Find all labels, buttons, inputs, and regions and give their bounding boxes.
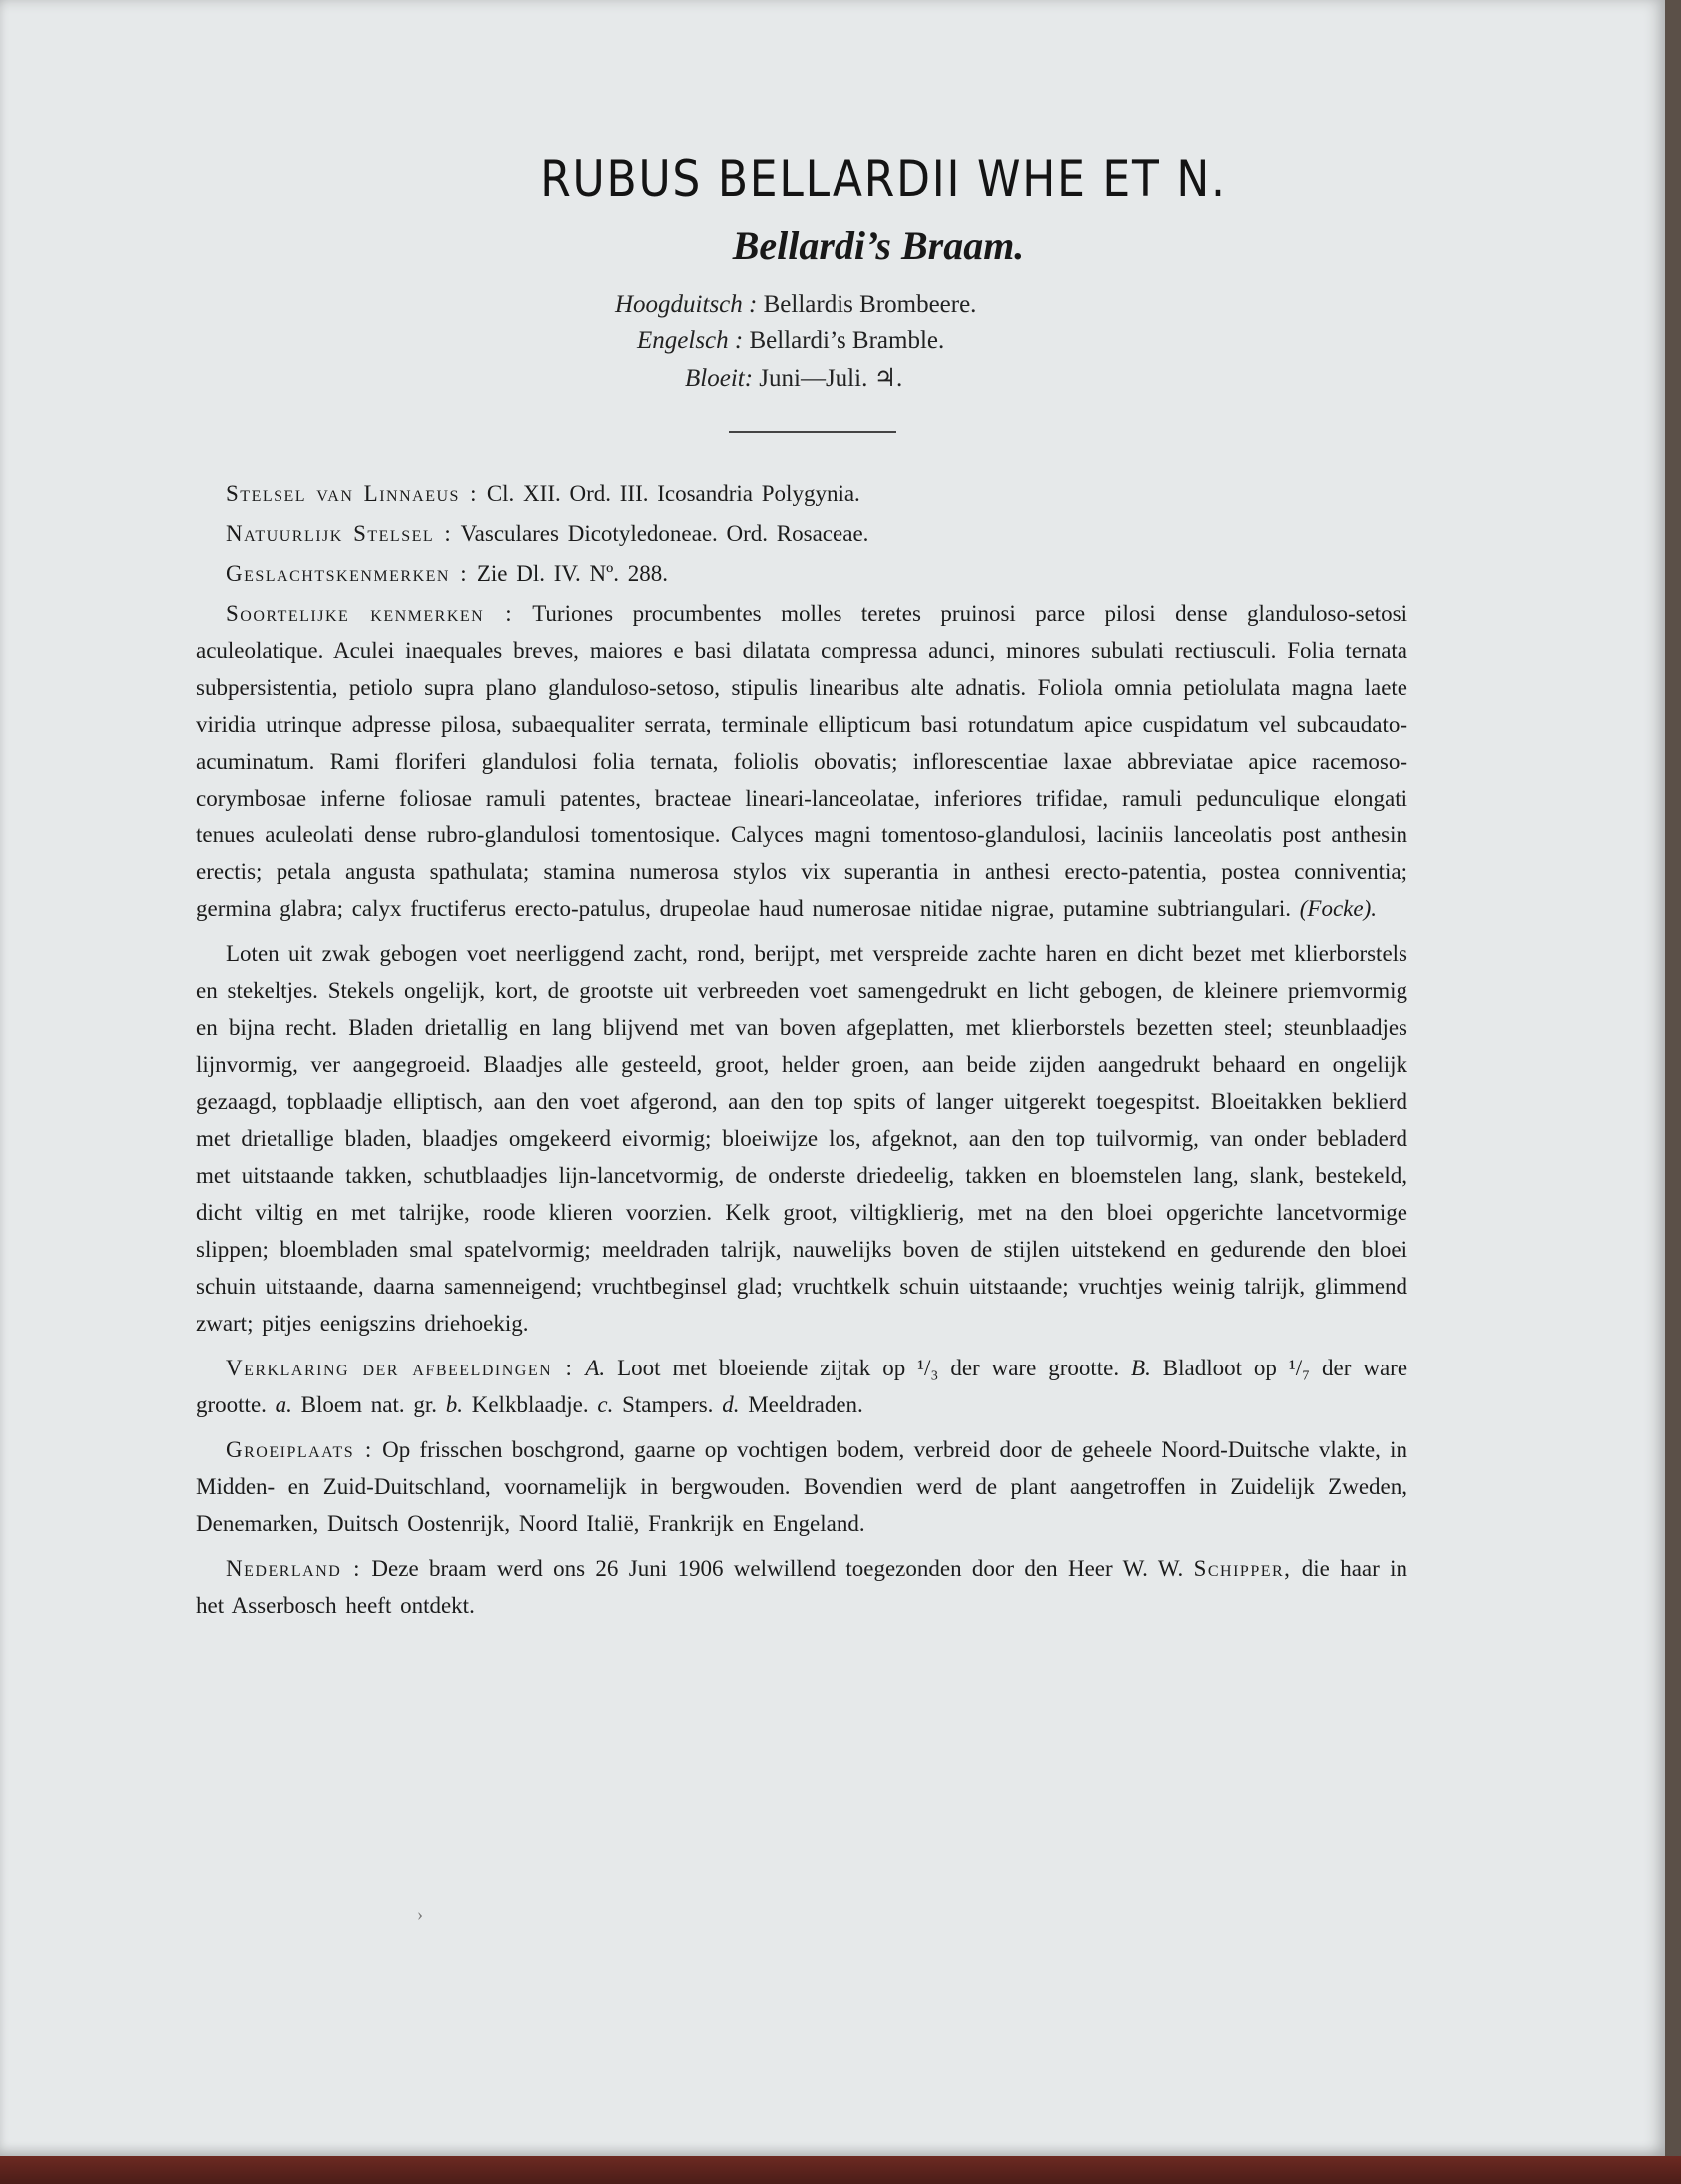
natuurlijk-stelsel-label: Natuurlijk Stelsel : [226,521,453,546]
hoogduitsch-value: Bellardis Brombeere. [763,291,977,318]
engelsch-value: Bellardi’s Bramble. [749,327,945,354]
verklaring-c-small: c. [597,1392,614,1417]
geslachtskenmerken-label: Geslachtskenmerken : [226,561,469,586]
natuurlijk-stelsel-text: Vasculares Dicotyledoneae. Ord. Rosaceae. [460,521,869,546]
engelsch-line [637,327,944,361]
verklaring-b-text: Bladloot op ¹/₇ der ware grootte. [196,1356,1408,1417]
stelsel-linnaeus-text: Cl. XII. Ord. III. Icosandria Polygynia. [486,481,860,506]
stelsel-linnaeus-paragraph [196,475,1407,512]
nederland-text-2: die haar in het Asserbosch heeft ontdekt. [196,1556,1408,1618]
bloeit-value: Juni—Juli. ♃. [759,365,903,392]
verklaring-a-big: A. [585,1356,606,1380]
page-title: RUBUS BELLARDII WHE ET N. [540,150,1227,208]
hoogduitsch-line [615,291,976,325]
beschrijving-paragraph: Loten uit zwak gebogen voet neerliggend zacht, rond, berijpt, met verspreide zachte haren en dicht bezet met klierborstels en stekeltjes. Stekels ongelijk, kort, de grootste uit verbreeden voet samengedrukt en licht gebogen, de kleinere priemvormig en bijna recht. Bladen drietallig en lang blijvend met van boven afgeplatten, met klierborstels bezetten steel; steunblaadjes lijnvormig, ver aangegroeid. Blaadjes alle gesteeld, groot, helder groen, aan beide zijden aangedrukt behaard en ongelijk gezaagd, topblaadje elliptisch, aan den voet afgerond, aan den top spits of langer uitgerekt toegespitst. Bloeitakken beklierd met drietallige bladen, blaadjes omgekeerd eivormig; bloeiwijze los, afgeknot, aan den top tuilvormig, van onder bebladerd met uitstaande takken, schutblaadjes lijn-lancetvormig, de onderste driedeelig, takken en bloemstelen lang, slank, bestekeld, dicht viltig en met talrijke, roode klieren voorzien. Kelk groot, viltigklierig, met na den bloei opgerichte lancetvormige slippen; bloembladen smal spatelvormig; meeldraden talrijk, nauwelijks boven de stijlen uitstekend en gedurende den bloei schuin uitstaande, daarna samenneigend; vruchtbeginsel glad; vruchtkelk schuin uitstaande; vruchtjes weinig talrijk, glimmend zwart; pitjes eenigszins driehoekig. [196,941,1407,1336]
verklaring-b-small-text: Kelkblaadje. [471,1392,589,1417]
geslachtskenmerken-paragraph [196,555,1407,592]
book-cover-edge [0,2156,1681,2184]
verklaring-paragraph [196,1350,1407,1423]
verklaring-d-small: d. [722,1392,740,1417]
bloeit-line [685,363,902,397]
bloeit-label: Bloeit: [685,365,754,392]
stelsel-linnaeus-label: Stelsel van Linnaeus : [226,481,479,506]
verklaring-a-small-text: Bloem nat. gr. [300,1392,437,1417]
page-subtitle: Bellardi’s Braam. [732,223,1025,268]
verklaring-b-big: B. [1131,1356,1151,1380]
hoogduitsch-label: Hoogduitsch : [615,291,758,318]
verklaring-b-small: b. [445,1392,463,1417]
geslachtskenmerken-text: Zie Dl. IV. Nº. 288. [476,561,669,586]
nederland-paragraph [196,1550,1407,1624]
soortelijke-kenmerken-label: Soortelijke kenmerken : [226,601,514,626]
groeiplaats-label: Groeiplaats : [226,1437,373,1462]
soortelijke-kenmerken-text: Turiones procumbentes molles teretes pruinosi parce pilosi dense glanduloso-setosi aculeolatique. Aculei inaequales breves, maiores e basi dilatata compressa adunci, minores subulati rectiusculi. Folia ternata subpersistentia, petiolo supra plano glanduloso-setoso, stipulis linearibus alte adnatis. Foliola omnia petiolulata magna laete viridia utrinque adpresse pilosa, subaequaliter serrata, terminale ellipticum basi rotundatum apice cuspidatum vel subcaudato-acuminatum. Rami floriferi glandulosi folia ternata, foliolis obovatis; inflorescentiae laxae abbreviatae apice racemoso-corymbosae inferne foliosae ramuli patentes, bracteae lineari-lanceolatae, inferiores trifidae, ramuli pedunculique elongati tenues aculeolati dense rubro-glandulosi tomentosique. Calyces magni tomentoso-glandulosi, laciniis lanceolatis post anthesin erectis; petala angusta spathulata; stamina numerosa stylos vix superantia in anthesi erecto-patentia, postea conniventia; germina glabra; calyx fructiferus erecto-patulus, drupeolae haud numerosae nitidae nigrae, putamine subtriangulari. [196,601,1407,921]
groeiplaats-text: Op frisschen boschgrond, gaarne op vochtigen bodem, verbreid door de geheele Noord-Duitsche vlakte, in Midden- en Zuid-Duitschland, voornamelijk in bergwouden. Bovendien werd de plant aangetroffen in Zuidelijk Zweden, Denemarken, Duitsch Oostenrijk, Noord Italië, Frankrijk en Engeland. [196,1437,1407,1536]
description-body [196,475,1407,1632]
engelsch-label: Engelsch : [637,327,744,354]
nederland-label: Nederland : [226,1556,362,1581]
verklaring-a-text: Loot met bloeiende zijtak op ¹/₃ der ware grootte. [617,1356,1120,1380]
soortelijke-kenmerken-author: (Focke). [1299,896,1377,921]
verklaring-d-small-text: Meeldraden. [748,1392,863,1417]
groeiplaats-paragraph [196,1431,1407,1542]
stray-mark: › [417,1905,423,1924]
verklaring-label: Verklaring der afbeeldingen : [226,1356,574,1380]
soortelijke-kenmerken-paragraph [196,595,1407,927]
nederland-finder-name: Schipper, [1193,1556,1292,1581]
verklaring-c-small-text: Stampers. [622,1392,714,1417]
natuurlijk-stelsel-paragraph [196,515,1407,552]
verklaring-a-small: a. [275,1392,292,1417]
title-divider [729,431,896,433]
nederland-text: Deze braam werd ons 26 Juni 1906 welwillend toegezonden door den Heer W. W. [371,1556,1184,1581]
